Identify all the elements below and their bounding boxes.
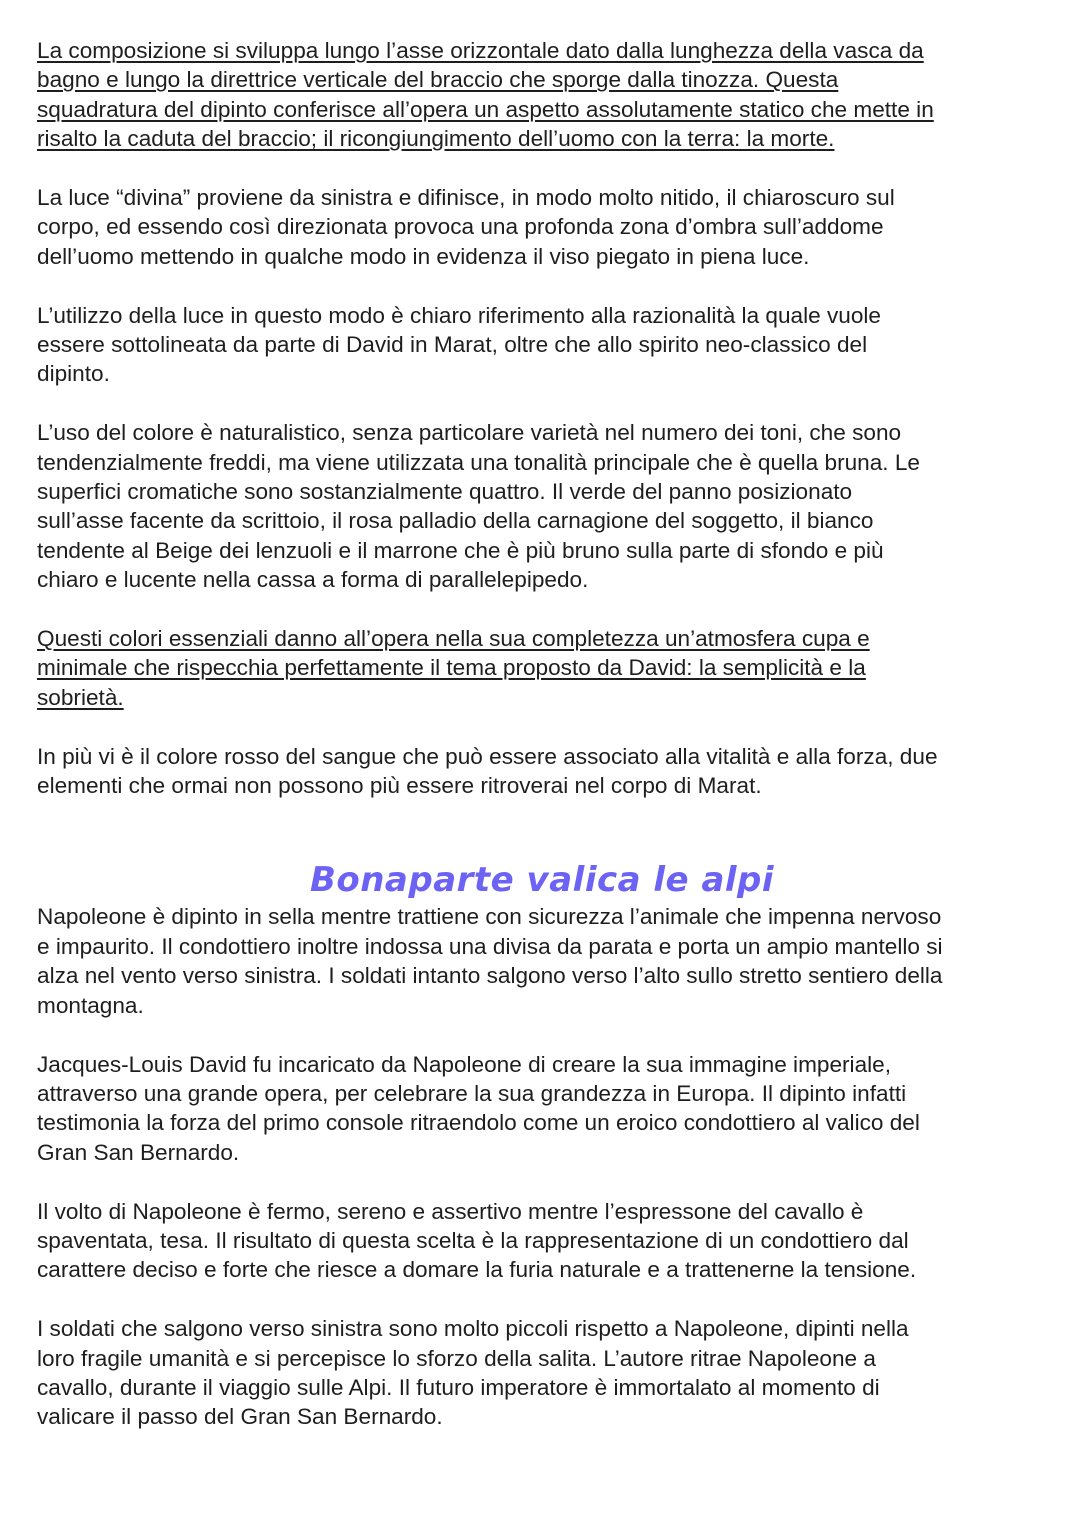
paragraph-essential-colors: Questi colori essenziali danno all’opera nella sua completezza un’atmosfera cupa e minimale che rispecchia perfettamente il tema proposto da David: la semplicità e la sobrietà. (37, 626, 870, 710)
paragraph-light-use: L’utilizzo della luce in questo modo è chiaro riferimento alla razionalità la quale vuole essere sottolineata da parte di David in Marat, oltre che allo spirito neo-classico del dipinto. (37, 302, 881, 387)
section-heading: Bonaparte valica le alpi (309, 860, 775, 901)
paragraph-light: La luce “divina” proviene da sinistra e difinisce, in modo molto nitido, il chiaroscuro sul corpo, ed essendo così direzionata provoca una profonda zona d’ombra sull’addome dell’uomo mettendo in qualche modo in evidenza il viso piegato in piena luce. (37, 185, 895, 269)
paragraph-soldiers: I soldati che salgono verso sinistra sono molto piccoli rispetto a Napoleone, dipinti nella loro fragile umanità e si percepisce lo sforzo della salita. L’autore ritrae Napoleone a cavallo, durante il viaggio sulle Alpi. Il futuro imperatore è immortalato al momento di valicare il passo del Gran San Bernardo. (37, 1316, 909, 1430)
paragraph-napoleon-face: Il volto di Napoleone è fermo, sereno e assertivo mentre l’espressone del cavallo è spaventata, tesa. Il risultato di questa scelta è la rappresentazione di un condottiero dal carattere deciso e forte che riesce a domare la furia naturale e a trattenerne la tensione. (37, 1198, 917, 1283)
document-page (37, 36, 1047, 1432)
paragraph-red-blood: In più vi è il colore rosso del sangue che può essere associato alla vitalità e alla forza, due elementi che ormai non possono più essere ritroverai nel corpo di Marat. (37, 743, 938, 799)
paragraph-color: L’uso del colore è naturalistico, senza particolare varietà nel numero dei toni, che sono tendenzialmente freddi, ma viene utilizzata una tonalità principale che è quella bruna. Le superfici cromatiche sono sostanzialmente quattro. Il verde del panno posizionato sull’asse facente da scrittoio, il rosa palladio della carnagione del soggetto, il bianco tendente al Beige dei lenzuoli e il marrone che è più bruno sulla parte di sfondo e più chiaro e lucente nella cassa a forma di parallelepipedo. (37, 420, 920, 593)
paragraph-napoleon-saddle: Napoleone è dipinto in sella mentre trattiene con sicurezza l’animale che impenna nervoso e impaurito. Il condottiero inoltre indossa una divisa da parata e porta un ampio mantello si alza nel vento verso sinistra. I soldati intanto salgono verso l’alto sullo stretto sentiero della montagna. (37, 904, 943, 1018)
paragraph-composition: La composizione si sviluppa lungo l’asse orizzontale dato dalla lunghezza della vasca da bagno e lungo la direttrice verticale del braccio che sporge dalla tinozza. Questa squadratura del dipinto conferisce all’opera un aspetto assolutamente statico che mette in risalto la caduta del braccio; il ricongiungimento dell’uomo con la terra: la morte. (37, 38, 934, 152)
paragraph-david-commission: Jacques-Louis David fu incaricato da Napoleone di creare la sua immagine imperiale, attraverso una grande opera, per celebrare la sua grandezza in Europa. Il dipinto infatti testimonia la forza del primo console ritraendolo come un eroico condottiero al valico del Gran San Bernardo. (37, 1051, 920, 1165)
